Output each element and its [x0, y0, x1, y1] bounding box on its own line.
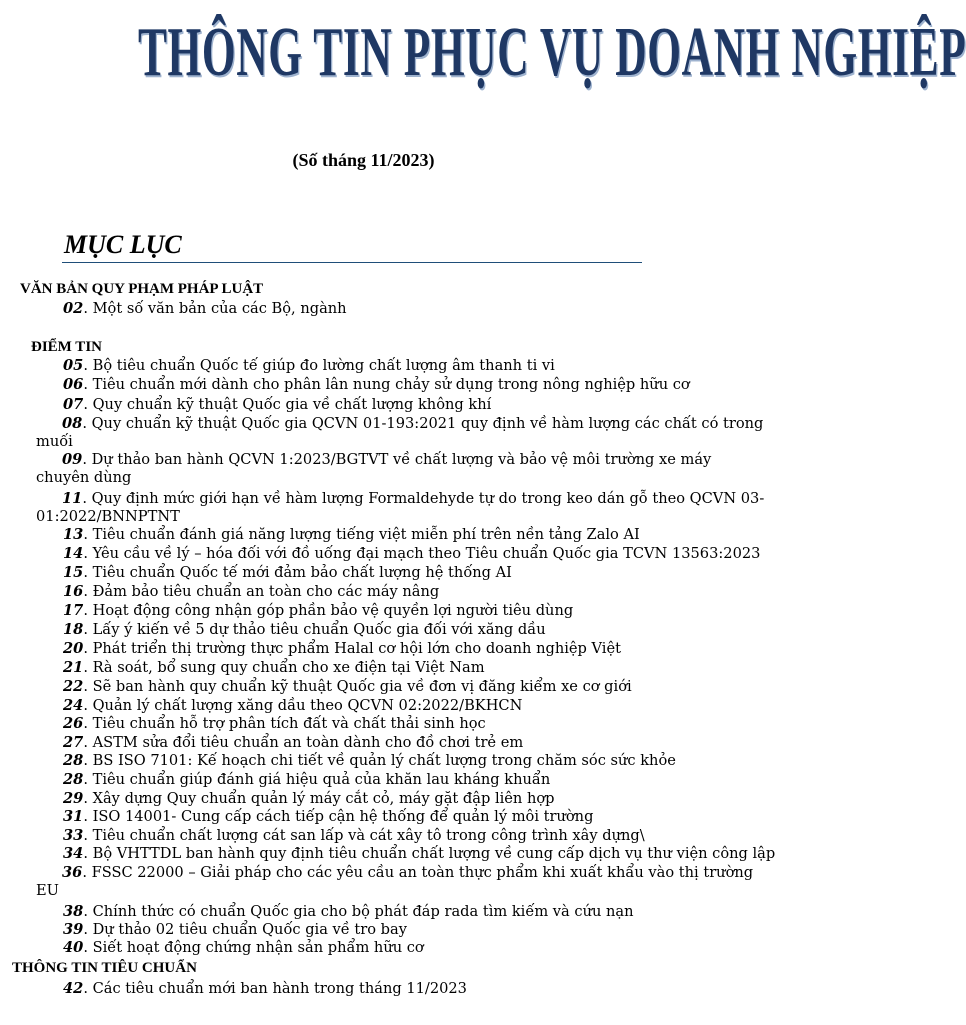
banner-title: THÔNG TIN PHỤC VỤ DOANH NGHIỆP — [137, 14, 966, 91]
toc-item[interactable]: 42. Các tiêu chuẩn mới ban hành trong tháng 11/2023 — [63, 980, 467, 997]
toc-item[interactable]: 31. ISO 14001- Cung cấp cách tiếp cận hệ thống để quản lý môi trường — [63, 808, 594, 825]
toc-item[interactable]: 28. BS ISO 7101: Kế hoạch chi tiết về quản lý chất lượng trong chăm sóc sức khỏe — [63, 752, 676, 769]
section-legal-documents: VĂN BẢN QUY PHẠM PHÁP LUẬT — [20, 281, 264, 297]
toc-item[interactable]: 28. Tiêu chuẩn giúp đánh giá hiệu quả của khăn lau kháng khuẩn — [63, 771, 551, 788]
toc-item[interactable]: 07. Quy chuẩn kỹ thuật Quốc gia về chất lượng không khí — [63, 396, 492, 413]
toc-item[interactable]: 21. Rà soát, bổ sung quy chuẩn cho xe điện tại Việt Nam — [63, 659, 485, 676]
section-standards-info: THÔNG TIN TIÊU CHUẨN — [12, 960, 197, 976]
issue-label: (Số tháng 11/2023) — [292, 150, 435, 170]
toc-item[interactable]: 16. Đảm bảo tiêu chuẩn an toàn cho các máy nâng — [63, 583, 440, 600]
toc-item[interactable]: 40. Siết hoạt động chứng nhận sản phẩm hữu cơ — [63, 939, 424, 956]
toc-item[interactable]: 15. Tiêu chuẩn Quốc tế mới đảm bảo chất lượng hệ thống AI — [63, 564, 512, 581]
toc-item[interactable]: 22. Sẽ ban hành quy chuẩn kỹ thuật Quốc gia về đơn vị đăng kiểm xe cơ giới — [63, 678, 632, 695]
toc-item[interactable]: 27. ASTM sửa đổi tiêu chuẩn an toàn dành cho đồ chơi trẻ em — [63, 734, 524, 751]
section-news: ĐIỂM TIN — [31, 339, 102, 355]
toc-item[interactable]: 29. Xây dựng Quy chuẩn quản lý máy cắt cỏ, máy gặt đập liên hợp — [63, 790, 555, 807]
toc-item[interactable]: 18. Lấy ý kiến về 5 dự thảo tiêu chuẩn Quốc gia đối với xăng dầu — [63, 621, 546, 638]
toc-item[interactable]: 26. Tiêu chuẩn hỗ trợ phân tích đất và chất thải sinh học — [63, 715, 486, 732]
toc-heading: MỤC LỤC — [64, 230, 182, 259]
toc-item[interactable]: 09. Dự thảo ban hành QCVN 1:2023/BGTVT về chất lượng và bảo vệ môi trường xe máy chuyên dùng — [36, 451, 712, 486]
toc-item[interactable]: 02. Một số văn bản của các Bộ, ngành — [63, 300, 347, 317]
toc-item[interactable]: 38. Chính thức có chuẩn Quốc gia cho bộ phát đáp rada tìm kiếm và cứu nạn — [63, 903, 634, 920]
toc-item[interactable]: 11. Quy định mức giới hạn về hàm lượng Formaldehyde tự do trong keo dán gỗ theo QCVN 03- 01:2022/BNNPTNT — [36, 490, 765, 525]
toc-item[interactable]: 39. Dự thảo 02 tiêu chuẩn Quốc gia về tro bay — [63, 921, 407, 938]
toc-item[interactable]: 34. Bộ VHTTDL ban hành quy định tiêu chuẩn chất lượng về cung cấp dịch vụ thư viện công lập — [63, 845, 776, 862]
toc-item[interactable]: 20. Phát triển thị trường thực phẩm Halal cơ hội lớn cho doanh nghiệp Việt — [63, 640, 621, 657]
toc-item[interactable]: 05. Bộ tiêu chuẩn Quốc tế giúp đo lường chất lượng âm thanh ti vi — [63, 357, 555, 374]
toc-item[interactable]: 17. Hoạt động công nhận góp phần bảo vệ quyền lợi người tiêu dùng — [63, 602, 574, 619]
toc-item[interactable]: 36. FSSC 22000 – Giải pháp cho các yêu cầu an toàn thực phẩm khi xuất khẩu vào thị trường EU — [36, 864, 754, 899]
toc-item[interactable]: 13. Tiêu chuẩn đánh giá năng lượng tiếng việt miễn phí trên nền tảng Zalo AI — [63, 526, 640, 543]
toc-item[interactable]: 33. Tiêu chuẩn chất lượng cát san lấp và cát xây tô trong công trình xây dựng\ — [63, 827, 645, 844]
toc-item[interactable]: 14. Yêu cầu về lý – hóa đối với đồ uống đại mạch theo Tiêu chuẩn Quốc gia TCVN 13563:2023 — [63, 545, 761, 562]
toc-item[interactable]: 06. Tiêu chuẩn mới dành cho phân lân nung chảy sử dụng trong nông nghiệp hữu cơ — [63, 376, 690, 393]
toc-item[interactable]: 24. Quản lý chất lượng xăng dầu theo QCVN 02:2022/BKHCN — [63, 697, 523, 714]
toc-divider — [62, 262, 642, 263]
toc-item[interactable]: 08. Quy chuẩn kỹ thuật Quốc gia QCVN 01-193:2021 quy định về hàm lượng các chất có trong muối — [36, 415, 764, 450]
